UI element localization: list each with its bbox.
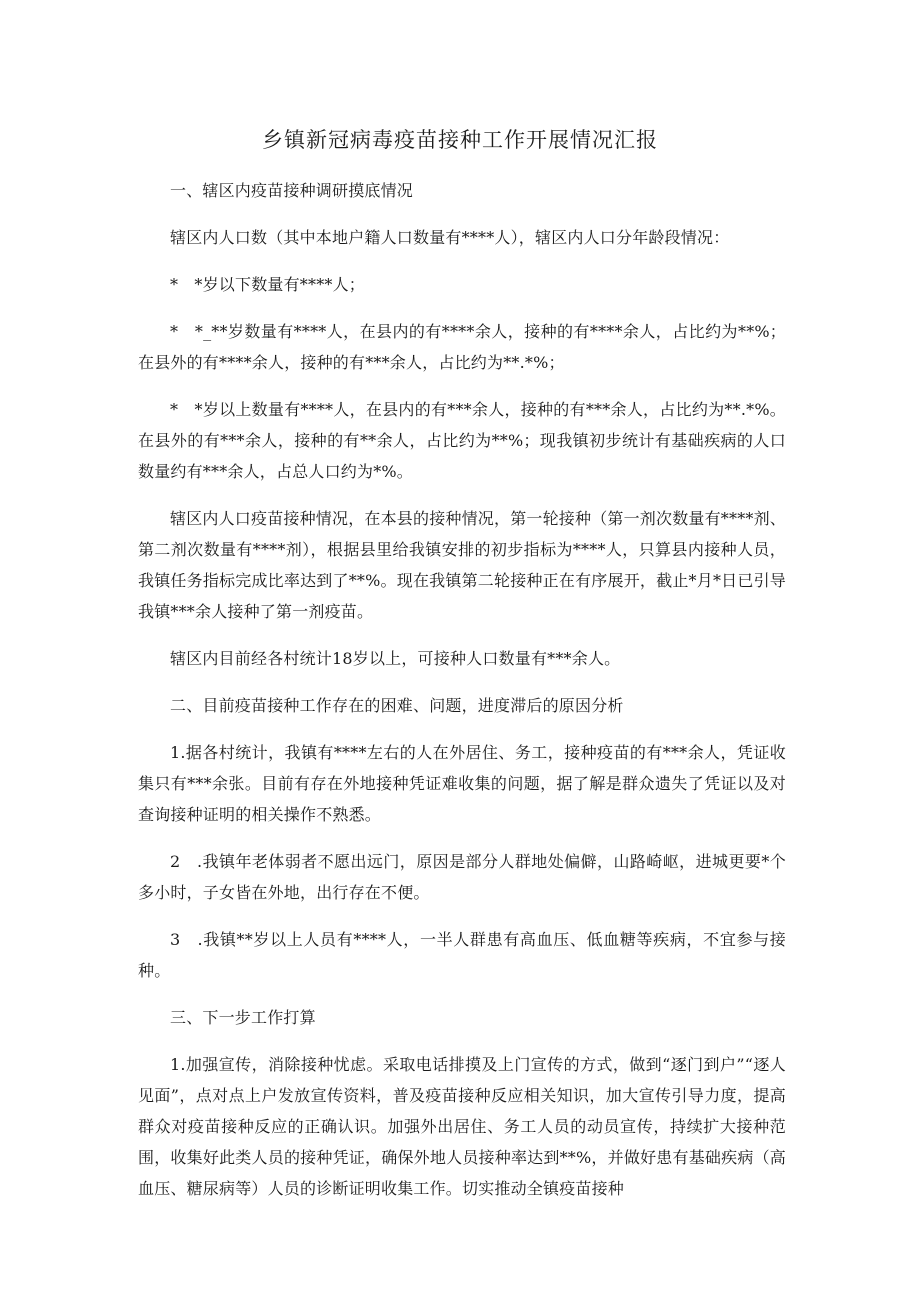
section-heading-1: 一、辖区内疫苗接种调研摸底情况 <box>170 181 414 200</box>
paragraph: 2 .我镇年老体弱者不愿出远门，原因是部分人群地处偏僻，山路崎岖，进城更要*个多小时，子女皆在外地，出行存在不便。 <box>138 852 786 902</box>
document-body <box>138 175 786 1220</box>
paragraph: 辖区内人口疫苗接种情况，在本县的接种情况，第一轮接种（第一剂次数量有****剂、第二剂次数量有****剂），根据县里给我镇安排的初步指标为****人，只算县内接种人员，我镇任务指标完成比率达到了**%。现在我镇第二轮接种正在有序展开，截止*月*日已引导我镇***余人接种了第一剂疫苗。 <box>138 509 787 621</box>
paragraph: * *岁以下数量有****人； <box>170 275 366 294</box>
paragraph: 辖区内人口数（其中本地户籍人口数量有****人），辖区内人口分年龄段情况： <box>170 228 730 247</box>
document-title: 乡镇新冠病毒疫苗接种工作开展情况汇报 <box>262 128 658 152</box>
paragraph: 1.据各村统计，我镇有****左右的人在外居住、务工，接种疫苗的有***余人，凭证收集只有***余张。目前有存在外地接种凭证难收集的问题，据了解是群众遗失了凭证以及对查询接种证明的相关操作不熟悉。 <box>138 743 786 824</box>
section-heading-3: 三、下一步工作打算 <box>170 1008 316 1027</box>
paragraph: 3 .我镇**岁以上人员有****人，一半人群患有高血压、低血糖等疾病，不宜参与接种。 <box>138 930 786 980</box>
section-heading-2: 二、目前疫苗接种工作存在的困难、问题，进度滞后的原因分析 <box>170 696 624 715</box>
paragraph: 辖区内目前经各村统计18岁以上，可接种人口数量有***余人。 <box>170 649 621 668</box>
paragraph: 1.加强宣传，消除接种忧虑。采取电话排摸及上门宣传的方式，做到“逐门到户”“逐人见面”，点对点上户发放宣传资料，普及疫苗接种反应相关知识，加大宣传引导力度，提高群众对疫苗接种反应的正确认识。加强外出居住、务工人员的动员宣传，持续扩大接种范围，收集好此类人员的接种凭证，确保外地人员接种率达到**%，并做好患有基础疾病（高血压、糖尿病等）人员的诊断证明收集工作。切实推动全镇疫苗接种 <box>138 1055 786 1198</box>
paragraph: * *岁以上数量有****人，在县内的有***余人，接种的有***余人，占比约为**.*%。在县外的有***余人，接种的有**余人，占比约为**%；现我镇初步统计有基础疾病的人口数量约有***余人，占总人口约为*%。 <box>138 400 786 481</box>
paragraph: * *_**岁数量有****人，在县内的有****余人，接种的有****余人，占比约为**%；在县外的有****余人，接种的有***余人，占比约为**.*%； <box>138 322 786 372</box>
